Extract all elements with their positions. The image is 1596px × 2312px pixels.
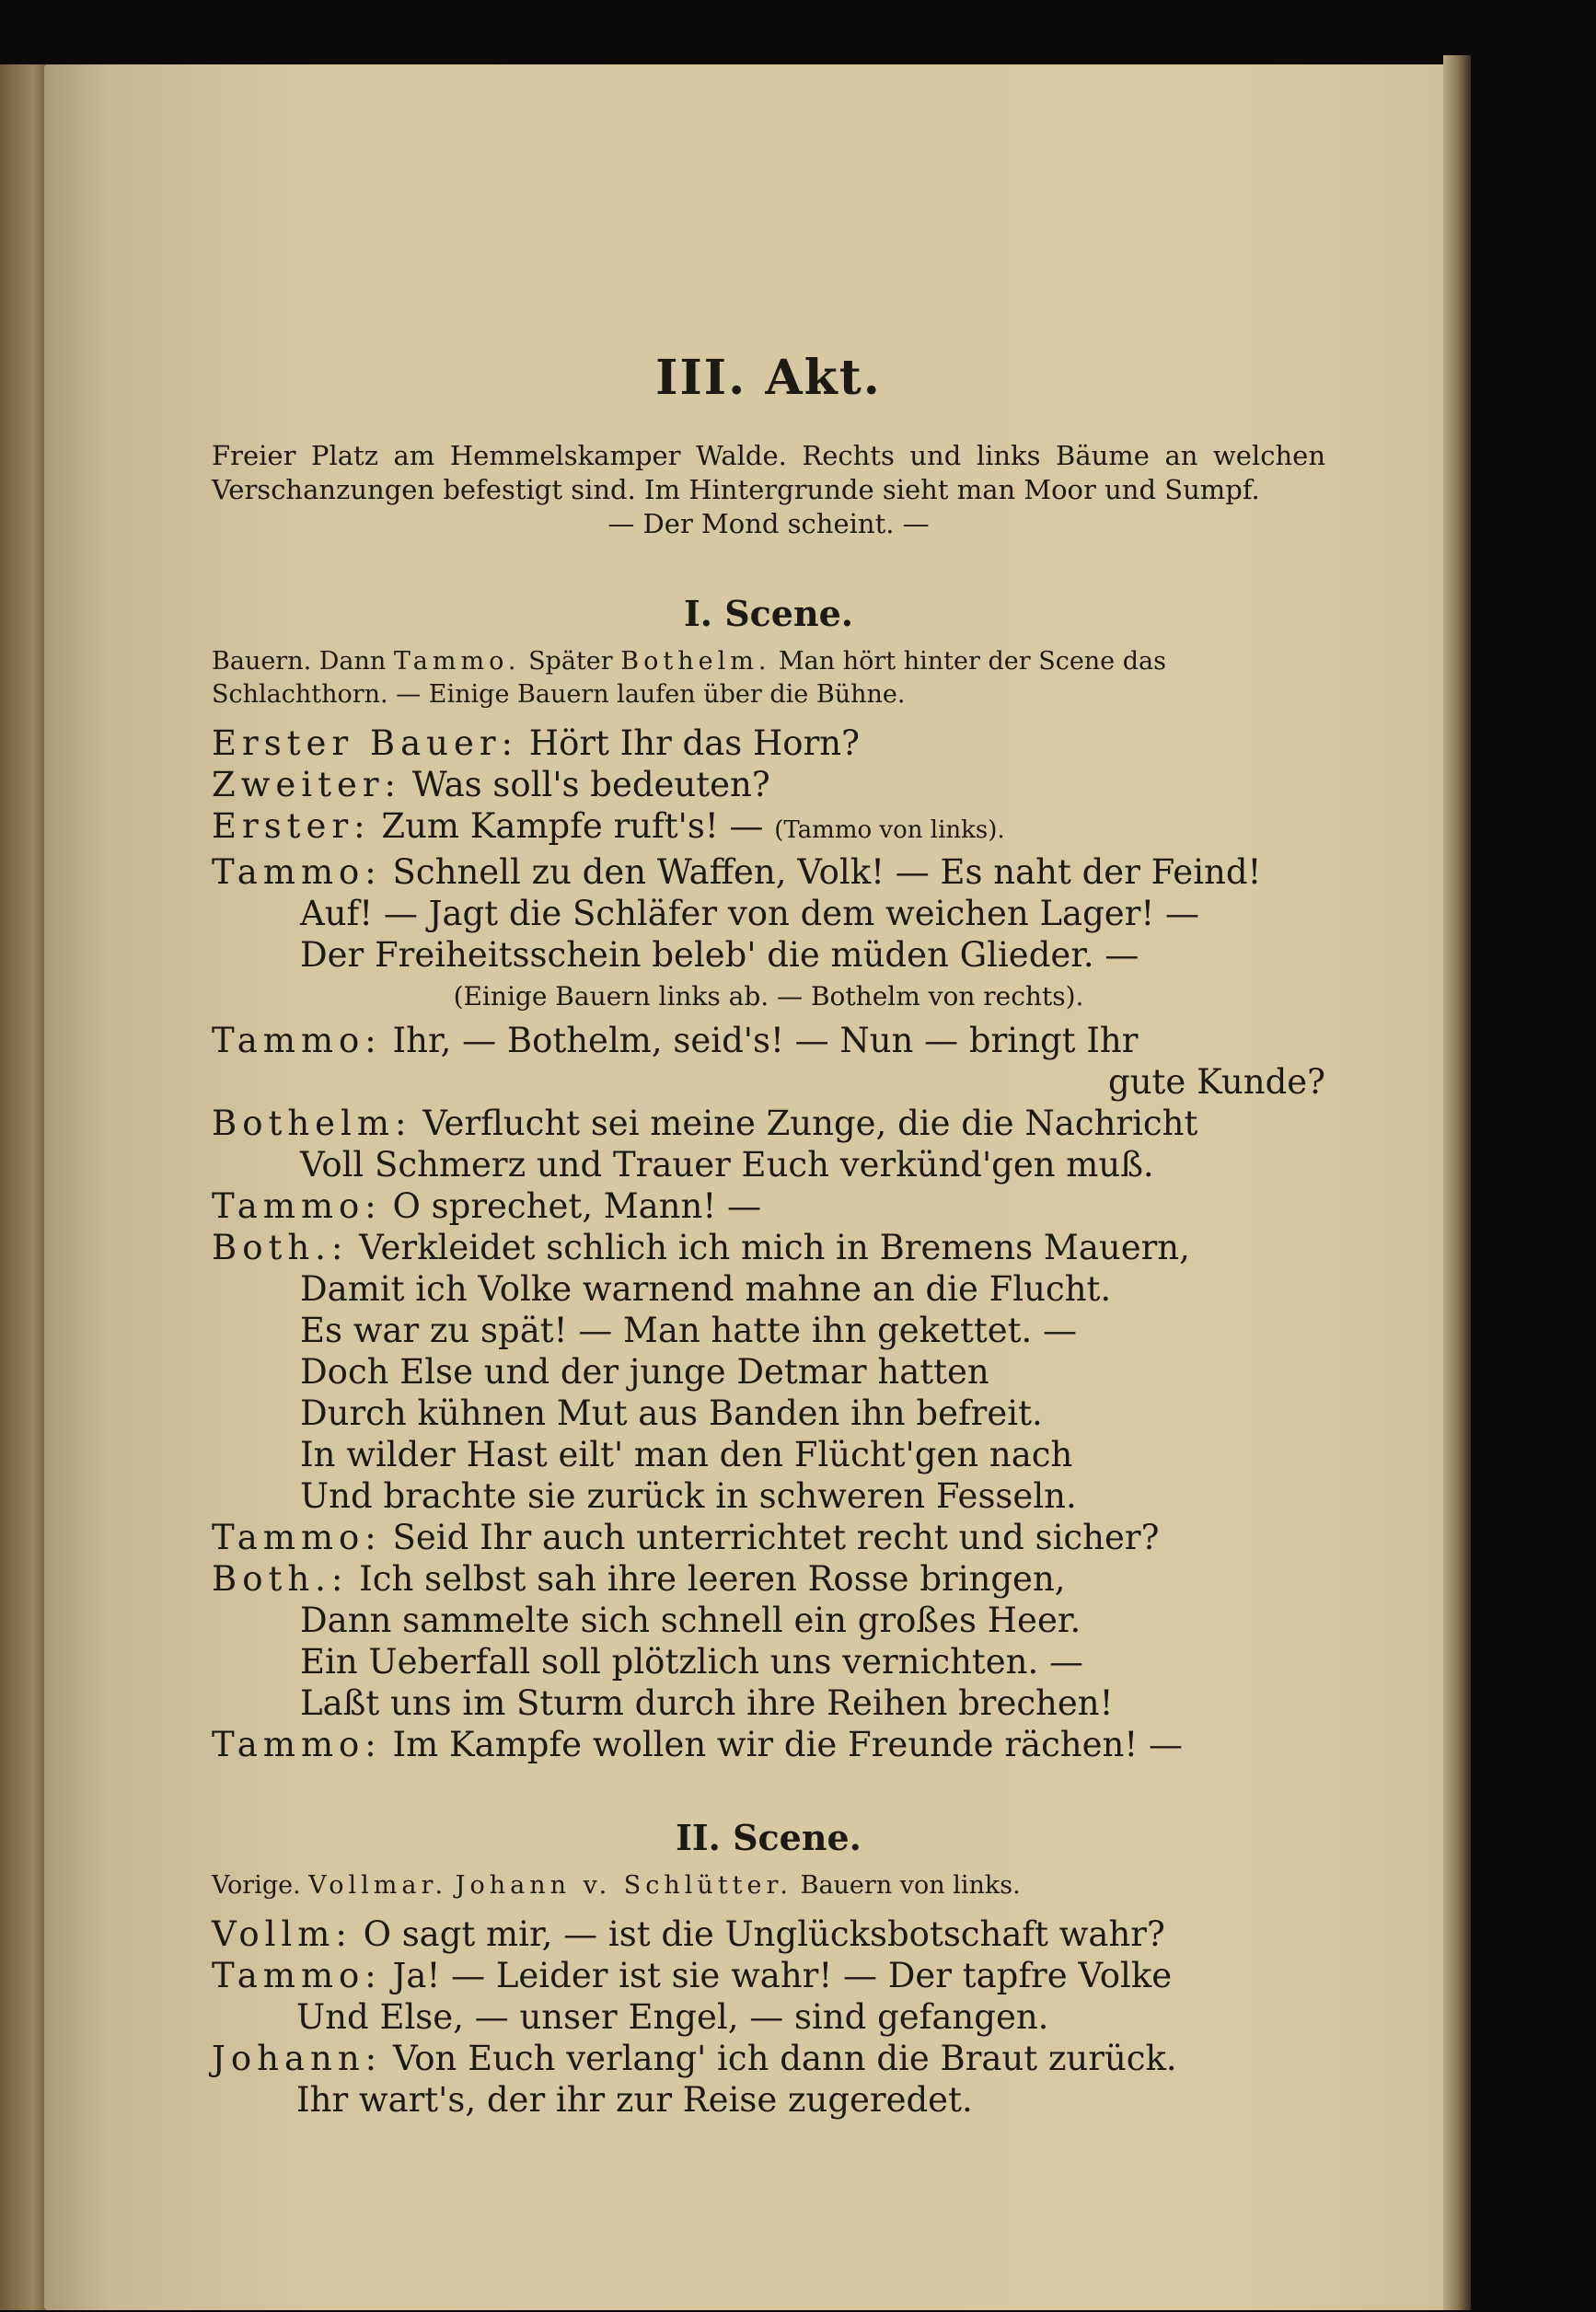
speaker: Both.: xyxy=(212,1228,349,1267)
cast-text: Später xyxy=(528,647,613,676)
dialogue-continuation: Voll Schmerz und Trauer Euch verkünd'gen muß. xyxy=(300,1145,1154,1185)
dialogue-continuation: Es war zu spät! — Man hatte ihn gekettet. — xyxy=(300,1311,1078,1350)
speaker: Tammo: xyxy=(212,1725,382,1764)
dialogue-line xyxy=(212,1913,1325,1955)
dialogue-continuation: Ihr wart's, der ihr zur Reise zugeredet. xyxy=(296,2080,973,2120)
dialogue-line xyxy=(212,805,1325,851)
scene-1-cast xyxy=(212,645,1325,711)
dialogue-text: Ich selbst sah ihre leeren Rosse bringen, xyxy=(359,1559,1066,1599)
speaker: Zweiter: xyxy=(212,765,402,804)
cast-johann: Johann v. Schlütter. xyxy=(455,1871,793,1900)
dialogue-text: O sagt mir, — ist die Unglücksbotschaft wahr? xyxy=(363,1914,1165,1954)
dialogue-continuation: Dann sammelte sich schnell ein großes Heer. xyxy=(300,1601,1081,1640)
dialogue-line xyxy=(212,1724,1325,1765)
dialogue-line xyxy=(212,851,1325,893)
dialogue-line xyxy=(212,1955,1325,1996)
dialogue-continuation: Der Freiheitsschein beleb' die müden Glieder. — xyxy=(300,935,1139,975)
stage-direction: (Einige Bauern links ab. — Bothelm von rechts). xyxy=(453,981,1084,1012)
dialogue-continuation: Doch Else und der junge Detmar hatten xyxy=(300,1352,989,1392)
speaker: Johann: xyxy=(212,2039,383,2078)
speaker: Tammo: xyxy=(212,1186,382,1226)
speaker: Tammo: xyxy=(212,1518,382,1557)
inline-stage-direction: (Tammo von links). xyxy=(774,816,1005,844)
speaker: Bothelm: xyxy=(212,1104,412,1143)
dialogue-line xyxy=(212,764,1325,805)
dialogue-continuation: Und brachte sie zurück in schweren Fesseln. xyxy=(300,1476,1077,1516)
speaker: Tammo: xyxy=(212,1956,382,1995)
dialogue-text: Verflucht sei meine Zunge, die die Nachricht xyxy=(422,1104,1198,1143)
dialogue-continuation: In wilder Hast eilt' man den Flücht'gen nach xyxy=(300,1435,1073,1474)
speaker: Erster Bauer: xyxy=(212,723,519,763)
dialogue-text: Schnell zu den Waffen, Volk! — Es naht der Feind! xyxy=(392,852,1262,892)
speaker: Tammo: xyxy=(212,852,382,892)
dialogue-continuation: Ein Ueberfall soll plötzlich uns vernichten. — xyxy=(300,1642,1084,1682)
page-content xyxy=(212,350,1325,2121)
speaker: Tammo: xyxy=(212,1021,382,1060)
dialogue-line xyxy=(212,1227,1325,1268)
dialogue-text: Ihr, — Bothelm, seid's! — Nun — bringt Ihr xyxy=(392,1021,1139,1060)
cast-text: Bauern. Dann xyxy=(212,647,387,676)
dialogue-text: Zum Kampfe ruft's! — xyxy=(381,806,764,846)
dialogue-text: Verkleidet schlich ich mich in Bremens Mauern, xyxy=(359,1228,1190,1267)
dialogue-text: Hört Ihr das Horn? xyxy=(528,723,860,763)
dialogue-text: O sprechet, Mann! — xyxy=(392,1186,761,1226)
speaker: Vollm: xyxy=(212,1914,353,1954)
cast-vollmar: Vollmar. xyxy=(308,1871,448,1900)
dialogue-text: Im Kampfe wollen wir die Freunde rächen! — xyxy=(392,1725,1183,1764)
speaker: Erster: xyxy=(212,806,371,846)
act-title: III. Akt. xyxy=(655,350,882,406)
stage-direction-setting: Freier Platz am Hemmelskamper Walde. Rechts und links Bäume an welchen Verschanzungen befestigt sind. Im Hintergrunde sieht man Moor und Sumpf. xyxy=(212,440,1325,505)
scene-2-cast xyxy=(212,1869,1325,1902)
cast-tammo: Tammo. xyxy=(393,647,521,676)
dialogue-text: Ja! — Leider ist sie wahr! — Der tapfre Volke xyxy=(392,1956,1173,1995)
dialogue-line xyxy=(212,1558,1325,1600)
dialogue-text: Seid Ihr auch unterrichtet recht und sicher? xyxy=(392,1518,1160,1557)
dialogue-line xyxy=(212,1103,1325,1144)
page-spine-edge xyxy=(1443,55,1471,2310)
cast-text: Man hört hinter der Scene das Schlachthorn. — Einige Bauern laufen über die Bühne. xyxy=(212,647,1166,709)
dialogue-continuation: gute Kunde? xyxy=(1108,1062,1325,1102)
dialogue-line xyxy=(212,1020,1325,1061)
dialogue-line xyxy=(212,2038,1325,2079)
cast-text: Vorige. xyxy=(212,1871,301,1900)
speaker: Both.: xyxy=(212,1559,349,1599)
dialogue-continuation: Damit ich Volke warnend mahne an die Flucht. xyxy=(300,1269,1112,1309)
stage-direction-moon: — Der Mond scheint. — xyxy=(607,508,930,539)
dialogue-line xyxy=(212,1517,1325,1558)
dialogue-continuation: Auf! — Jagt die Schläfer von dem weichen Lager! — xyxy=(300,894,1200,933)
cast-bothelm: Bothelm. xyxy=(620,647,771,676)
scene-2-title: II. Scene. xyxy=(676,1817,862,1858)
dialogue-text: Was soll's bedeuten? xyxy=(411,765,770,804)
dialogue-line xyxy=(212,1185,1325,1227)
dialogue-line xyxy=(212,722,1325,764)
dialogue-text: Von Euch verlang' ich dann die Braut zurück. xyxy=(392,2039,1177,2078)
dialogue-continuation: Laßt uns im Sturm durch ihre Reihen brechen! xyxy=(300,1683,1114,1723)
scene-1-title: I. Scene. xyxy=(683,593,854,634)
dialogue-continuation: Und Else, — unser Engel, — sind gefangen. xyxy=(296,1997,1049,2037)
cast-text: Bauern von links. xyxy=(800,1871,1021,1900)
dialogue-continuation: Durch kühnen Mut aus Banden ihn befreit. xyxy=(300,1393,1043,1433)
